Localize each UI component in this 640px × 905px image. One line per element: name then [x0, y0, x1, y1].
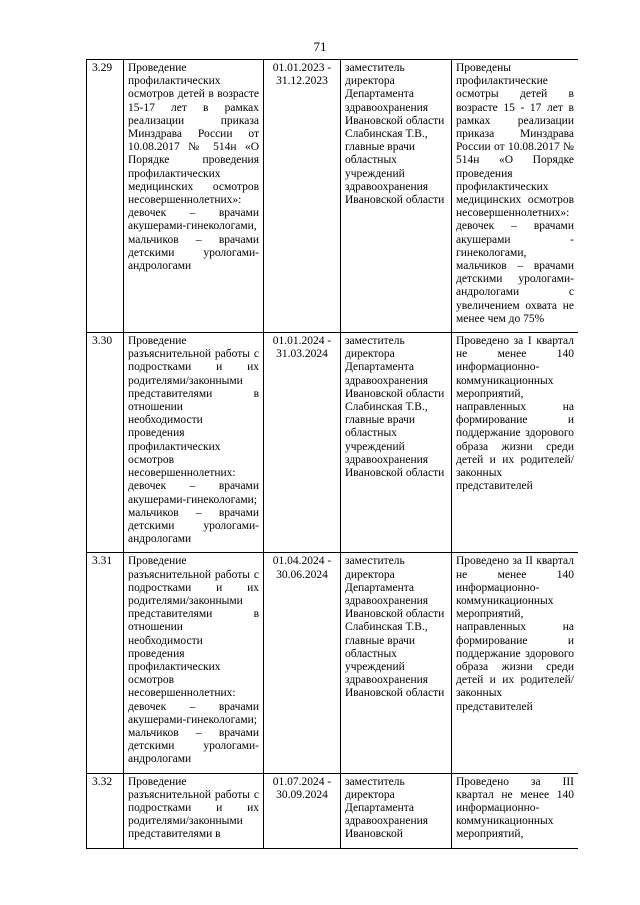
- responsible-cell: заместитель директора Департамента здравоохранения Ивановской: [341, 773, 452, 848]
- result-cell: Проведено за II квартал не менее 140 информационно-коммуникационных мероприятий, направленных на формирование и поддержание здорового образа жизни среди детей и их родителей/законных представителей: [452, 553, 579, 773]
- table-row: [87, 773, 579, 848]
- period-cell: 01.01.2023 - 31.12.2023: [264, 60, 341, 333]
- page-number: 71: [313, 39, 327, 54]
- table-row: [87, 333, 579, 553]
- table-row: [87, 60, 579, 333]
- period-cell: 01.01.2024 - 31.03.2024: [264, 333, 341, 553]
- activity-cell: Проведение разъяснительной работы с подростками и их родителями/законными представителями в отношении необходимости проведения профилактических осмотров несовершеннолетних: девочек – врачами акушерами-гинекологами; мальчиков – врачами детскими урологами-андрологами: [124, 553, 264, 773]
- measures-table-container: [86, 59, 578, 905]
- table-row: [87, 553, 579, 773]
- row-number: 3.29: [87, 60, 124, 333]
- activity-cell: Проведение разъяснительной работы с подростками и их родителями/законными представителями в: [124, 773, 264, 848]
- row-number: 3.32: [87, 773, 124, 848]
- period-cell: 01.04.2024 - 30.06.2024: [264, 553, 341, 773]
- responsible-cell: заместитель директора Департамента здравоохранения Ивановской области Слабинская Т.В., главные врачи областных учреждений здравоохранения Ивановской области: [341, 333, 452, 553]
- responsible-cell: заместитель директора Департамента здравоохранения Ивановской области Слабинская Т.В., главные врачи областных учреждений здравоохранения Ивановской области: [341, 60, 452, 333]
- row-number: 3.31: [87, 553, 124, 773]
- row-number: 3.30: [87, 333, 124, 553]
- period-cell: 01.07.2024 - 30.09.2024: [264, 773, 341, 848]
- result-cell: Проведено за I квартал не менее 140 информационно-коммуникационных мероприятий, направленных на формирование и поддержание здорового образа жизни среди детей и их родителей/законных представителей: [452, 333, 579, 553]
- activity-cell: Проведение профилактических осмотров детей в возрасте 15-17 лет в рамках реализации приказа Минздрава России от 10.08.2017 № 514н «О Порядке проведения профилактических медицинских осмотров несовершеннолетних»: девочек – врачами акушерами-гинекологами, мальчиков – врачами детскими урологами-андрологами: [124, 60, 264, 333]
- responsible-cell: заместитель директора Департамента здравоохранения Ивановской области Слабинская Т.В., главные врачи областных учреждений здравоохранения Ивановской области: [341, 553, 452, 773]
- result-cell: Проведены профилактические осмотры детей в возрасте 15 - 17 лет в рамках реализации приказа Минздрава России от 10.08.2017 № 514н «О Порядке проведения профилактических медицинских осмотров несовершеннолетних»: девочек – врачами акушерами - гинекологами, мальчиков – врачами детскими урологами-андрологами с увеличением охвата не менее чем до 75%: [452, 60, 579, 333]
- result-cell: Проведено за III квартал не менее 140 информационно-коммуникационных мероприятий,: [452, 773, 579, 848]
- activity-cell: Проведение разъяснительной работы с подростками и их родителями/законными представителями в отношении необходимости проведения профилактических осмотров несовершеннолетних: девочек – врачами акушерами-гинекологами; мальчиков – врачами детскими урологами-андрологами: [124, 333, 264, 553]
- measures-table: [86, 59, 578, 849]
